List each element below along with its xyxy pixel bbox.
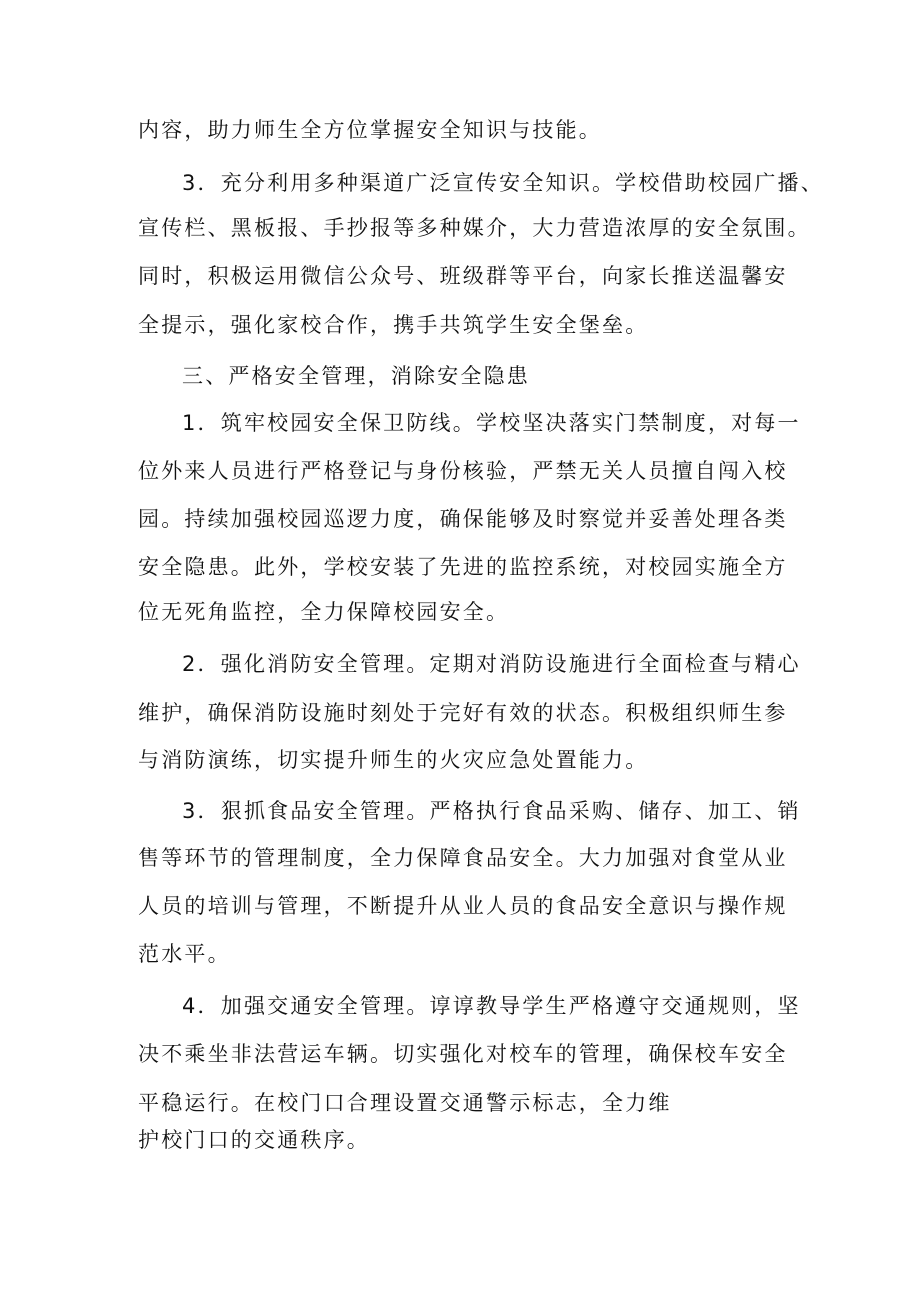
text-line: 宣传栏、黑板报、手抄报等多种媒介，大力营造浓厚的安全氛围。 xyxy=(138,216,811,240)
text-line: 决不乘坐非法营运车辆。切实强化对校车的管理，确保校车安全 xyxy=(138,1042,788,1066)
text-line: 内容，助力师生全方位掌握安全知识与技能。 xyxy=(138,118,602,142)
text-line: 2．强化消防安全管理。定期对消防设施进行全面检查与精心 xyxy=(182,652,801,676)
section-heading: 三、严格安全管理，消除安全隐患 xyxy=(182,364,530,388)
text-line: 护校门口的交通秩序。 xyxy=(138,1128,370,1152)
text-line: 维护，确保消防设施时刻处于完好有效的状态。积极组织师生参 xyxy=(138,701,788,725)
text-line: 1．筑牢校园安全保卫防线。学校坚决落实门禁制度，对每一 xyxy=(182,411,801,435)
text-line: 位外来人员进行严格登记与身份核验，严禁无关人员擅自闯入校 xyxy=(138,459,788,483)
text-line: 平稳运行。在校门口合理设置交通警示标志，全力维 xyxy=(138,1091,672,1115)
text-line: 全提示，强化家校合作，携手共筑学生安全堡垒。 xyxy=(138,313,649,337)
text-line: 范水平。 xyxy=(138,942,231,966)
text-line: 与消防演练，切实提升师生的火灾应急处置能力。 xyxy=(138,748,649,772)
text-line: 园。持续加强校园巡逻力度，确保能够及时察觉并妥善处理各类 xyxy=(138,507,788,531)
text-line: 安全隐患。此外，学校安装了先进的监控系统，对校园实施全方 xyxy=(138,555,788,579)
text-line: 同时，积极运用微信公众号、班级群等平台，向家长推送温馨安 xyxy=(138,264,788,288)
text-line: 人员的培训与管理，不断提升从业人员的食品安全意识与操作规 xyxy=(138,894,788,918)
text-line: 3．狠抓食品安全管理。严格执行食品采购、储存、加工、销 xyxy=(182,799,801,823)
text-line: 4．加强交通安全管理。谆谆教导学生严格遵守交通规则，坚 xyxy=(182,994,801,1018)
text-line: 位无死角监控，全力保障校园安全。 xyxy=(138,600,510,624)
text-line: 3．充分利用多种渠道广泛宣传安全知识。学校借助校园广播、 xyxy=(182,171,824,195)
text-line: 售等环节的管理制度，全力保障食品安全。大力加强对食堂从业 xyxy=(138,846,788,870)
